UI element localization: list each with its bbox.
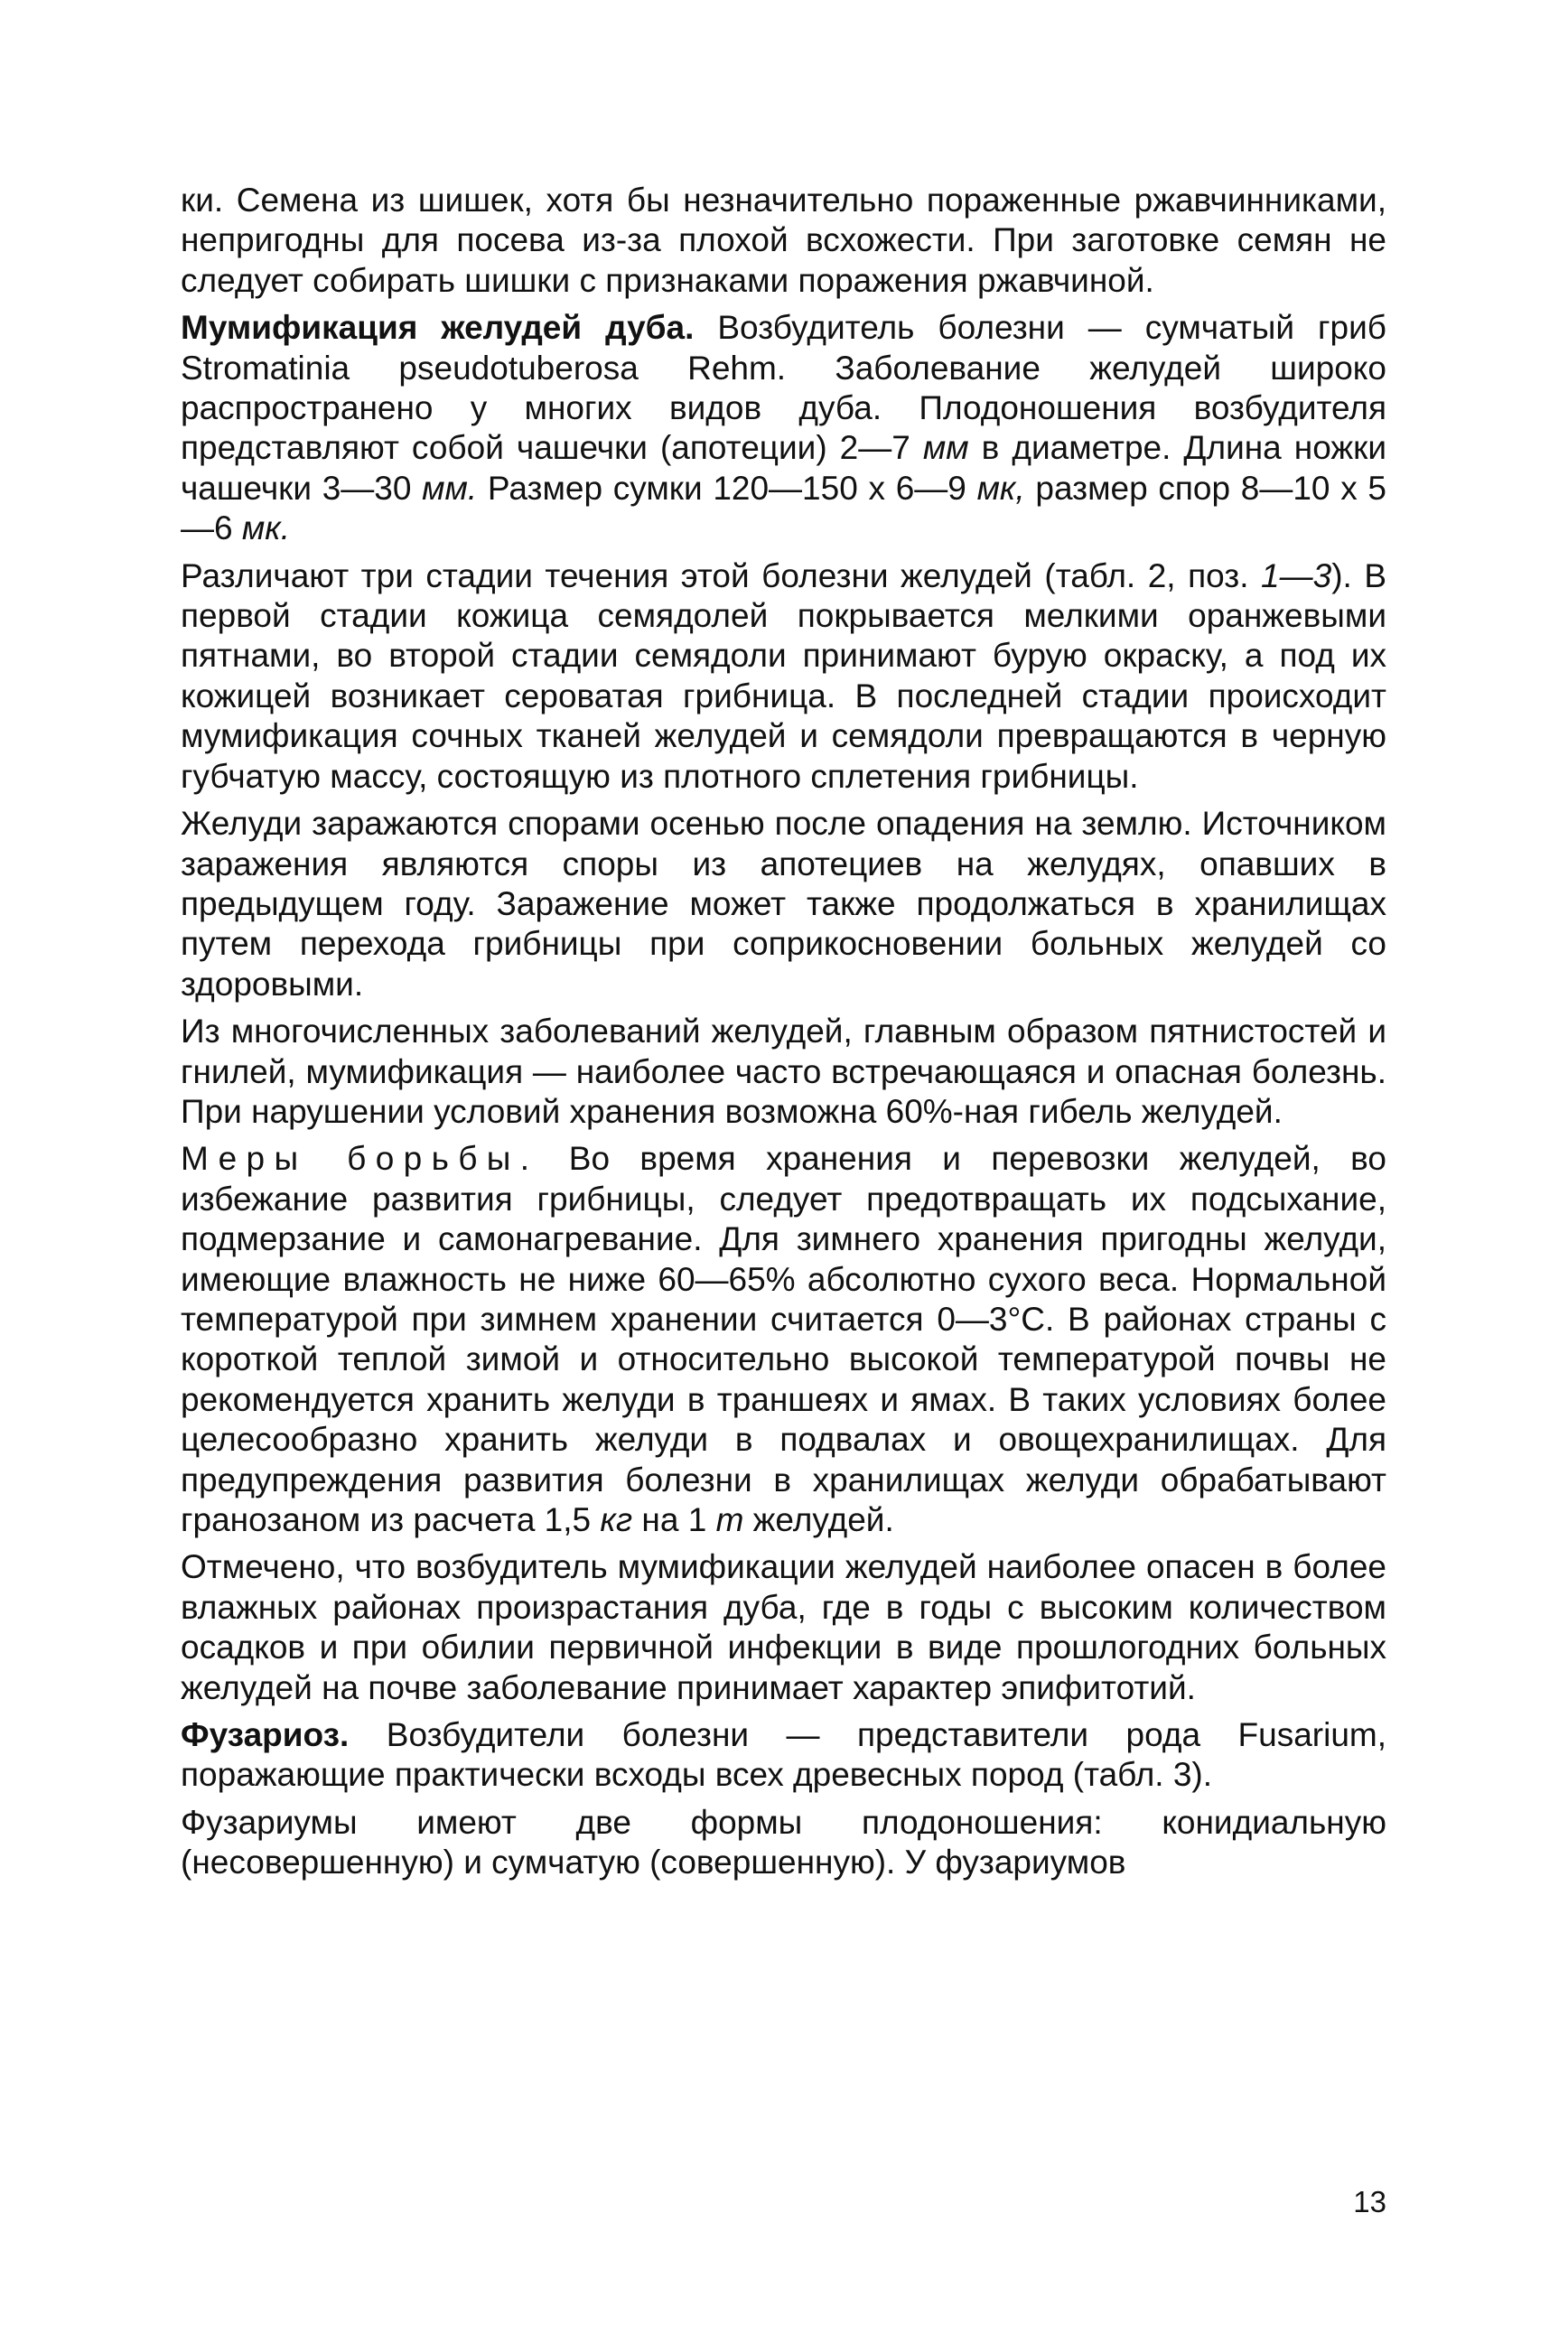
- body-text: Возбудитель болезни — сумчатый гриб Stromatinia pseudotuberosa Rehm. Заболевание желудей широко распространено у многих видов дуба. Плодоношения возбудителя представляют собой чашечки (апотеции) 2—7: [181, 309, 1386, 467]
- body-text: Во время хранения и перевозки желудей, во избежание развития грибницы, следует предотвращать их подсыхание, подмерзание и самонагревание. Для зимнего хранения пригодны желуди, имеющие влажность не ниже 60—65% абсолютно сухого веса. Нормальной температурой при зимнем хранении считается 0—3°С. В районах страны с короткой теплой зимой и относительно высокой температурой почвы не рекомендуется хранить желуди в траншеях и ямах. В таких условиях более целесообразно хранить желуди в подвалах и овощехранилищах. Для предупреждения развития болезни в хранилищах желуди обрабатывают гранозаном из расчета 1,5: [181, 1140, 1386, 1538]
- body-text: ки. Семена из шишек, хотя бы незначительно пораженные ржавчинниками, непригодны для посева из-за плохой всхожести. При заготовке семян не следует собирать шишки с признаками поражения ржавчиной.: [181, 182, 1386, 299]
- paragraph: [181, 308, 1386, 548]
- body-text: ). В первой стадии кожица семядолей покрывается мелкими оранжевыми пятнами, во второй стадии семядоли принимают бурую окраску, а под их кожицей возникает сероватая грибница. В последней стадии происходит мумификация сочных тканей желудей и семядоли превращаются в черную губчатую массу, состоящую из плотного сплетения грибницы.: [181, 556, 1386, 795]
- body-text: желудей.: [743, 1501, 894, 1538]
- body-text: Различают три стадии течения этой болезни желудей (табл. 2, поз.: [181, 556, 1262, 594]
- unit-text: мк.: [241, 509, 290, 547]
- section-heading: Фузариоз.: [181, 1716, 350, 1754]
- paragraph: [181, 1803, 1386, 1883]
- paragraph: [181, 804, 1386, 1004]
- page-body: [181, 181, 1386, 1883]
- unit-text: мм.: [422, 469, 478, 507]
- body-text: размер спор 8—10 x 5—6: [181, 469, 1386, 547]
- unit-text: мк,: [976, 469, 1025, 507]
- body-text: Возбудители болезни — представители рода Fusarium, поражающие практически всходы всех древесных пород (табл. 3).: [181, 1716, 1386, 1794]
- unit-text: 1—3: [1261, 556, 1332, 594]
- body-text: Желуди заражаются спорами осенью после опадения на землю. Источником заражения являются споры из апотециев на желудях, опавших в предыдущем году. Заражение может также продолжаться в хранилищах путем перехода грибницы при соприкосновении больных желудей со здоровыми.: [181, 805, 1386, 1003]
- paragraph: [181, 1715, 1386, 1796]
- subsection-heading: Меры борьбы.: [181, 1140, 539, 1178]
- body-text: Отмечено, что возбудитель мумификации желудей наиболее опасен в более влажных районах произрастания дуба, где в годы с высоким количеством осадков и при обилии первичной инфекции в виде прошлогодних больных желудей на почве заболевание принимает характер эпифитотий.: [181, 1548, 1386, 1706]
- paragraph: [181, 556, 1386, 797]
- page-number: 13: [1353, 2185, 1386, 2218]
- body-text: Размер сумки 120—150 x 6—9: [477, 469, 977, 507]
- body-text: Фузариумы имеют две формы плодоношения: конидиальную (несовершенную) и сумчатую (совершенную). У фузариумов: [181, 1803, 1386, 1881]
- paragraph: [181, 1139, 1386, 1540]
- paragraph: [181, 1012, 1386, 1132]
- paragraph: [181, 1547, 1386, 1708]
- unit-text: т: [715, 1501, 744, 1538]
- body-text: Из многочисленных заболеваний желудей, главным образом пятнистостей и гнилей, мумификация — наиболее часто встречающаяся и опасная болезнь. При нарушении условий хранения возможна 60%-ная гибель желудей.: [181, 1013, 1386, 1130]
- body-text: в диаметре. Длина ножки чашечки 3—30: [181, 429, 1386, 507]
- unit-text: кг: [600, 1501, 633, 1538]
- unit-text: мм: [922, 429, 969, 467]
- paragraph: [181, 181, 1386, 301]
- body-text: на 1: [632, 1501, 716, 1538]
- section-heading: Мумификация желудей дуба.: [181, 309, 695, 347]
